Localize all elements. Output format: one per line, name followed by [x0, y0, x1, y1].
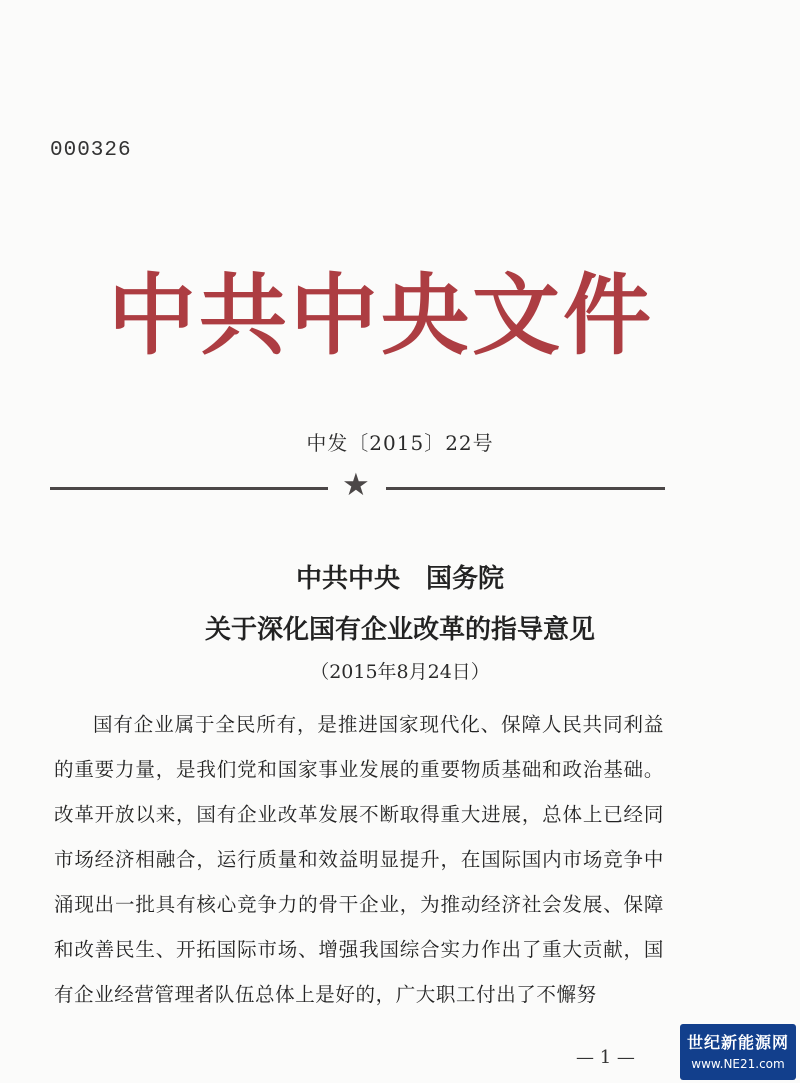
star-icon: ★ [342, 467, 370, 503]
watermark-name: 世纪新能源网 [686, 1033, 789, 1052]
title-issuers: 中共中央 国务院 [295, 564, 504, 594]
title-subject: 关于深化国有企业改革的指导意见 [204, 615, 595, 645]
body-paragraph: 国有企业属于全民所有，是推进国家现代化、保障人民共同利益的重要力量，是我们党和国家事业发展的重要物质基础和政治基础。改革开放以来，国有企业改革发展不断取得重大进展，总体上已经同市场经济相融合，运行质量和效益明显提升，在国际国内市场竞争中涌现出一批具有核心竞争力的骨干企业，为推动经济社会发展、保障和改善民生、开拓国际市场、增强我国综合实力作出了重大贡献，国有企业经营管理者队伍总体上是好的，广大职工付出了不懈努 [54, 713, 664, 1006]
divider-line-left [50, 487, 328, 490]
document-masthead: 中共中央文件 [108, 264, 655, 367]
watermark-url: www.NE21.com [691, 1057, 785, 1071]
divider-line-right [386, 487, 665, 490]
page-number: — 1 — [576, 1047, 635, 1068]
masthead-divider [50, 467, 665, 503]
site-watermark[interactable] [680, 1024, 796, 1080]
issue-number: 中发〔2015〕22号 [306, 431, 494, 455]
title-date: （2015年8月24日） [310, 661, 490, 683]
document-serial-number: 000326 [50, 139, 132, 162]
